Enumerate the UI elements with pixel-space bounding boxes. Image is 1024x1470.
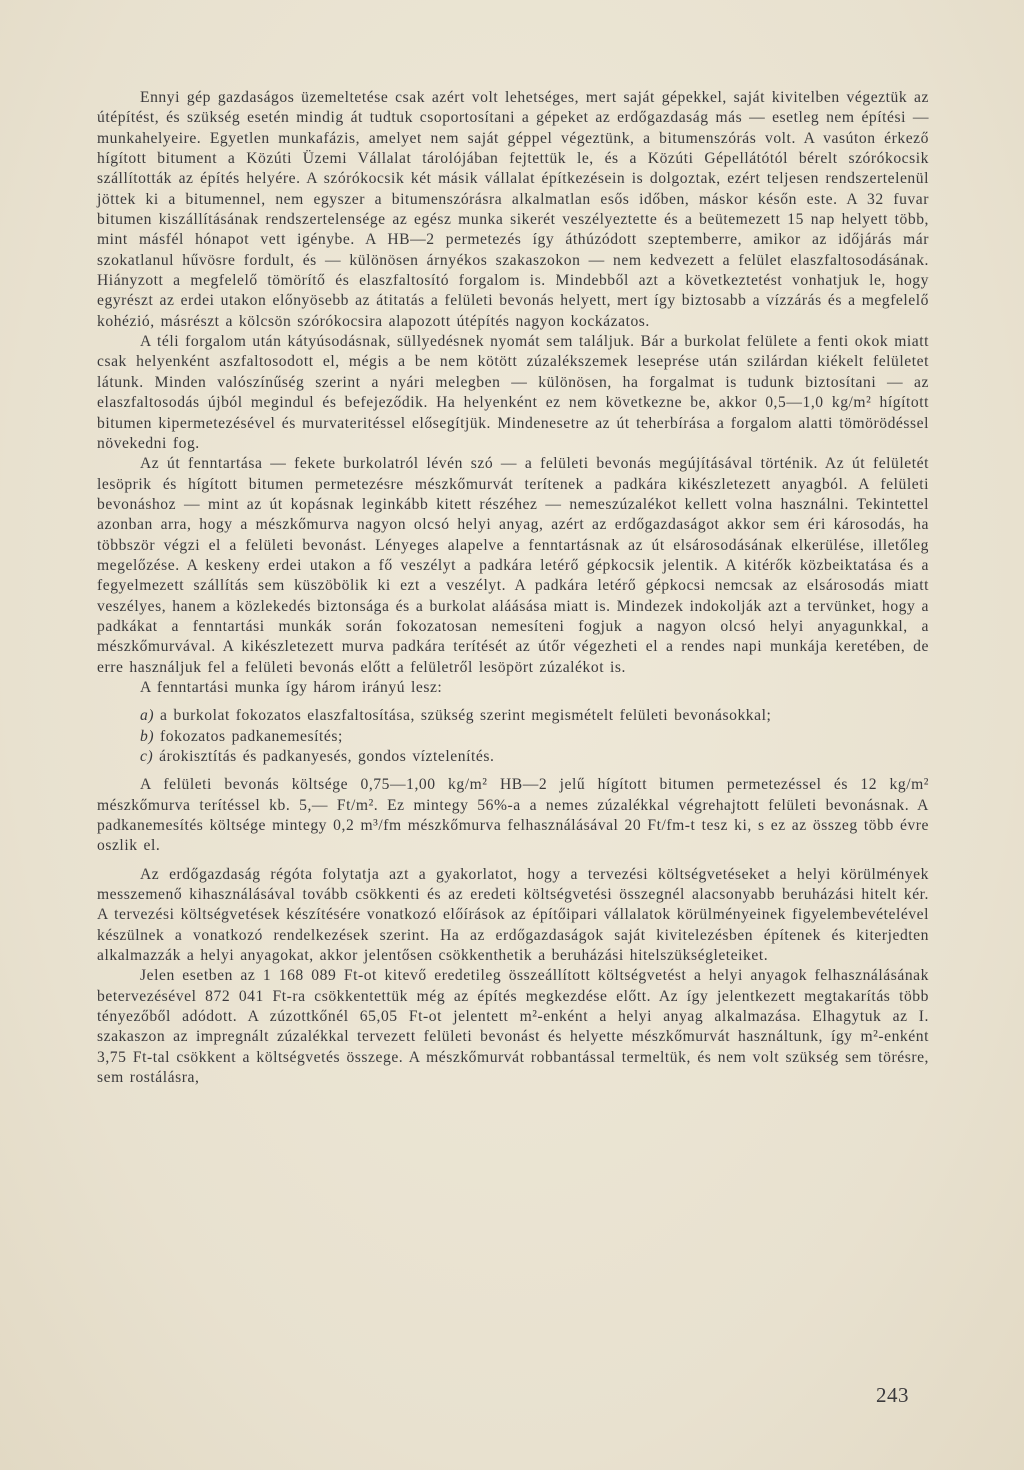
list-item (97, 706, 929, 726)
list-item-text: fokozatos padkanemesítés; (160, 727, 343, 745)
paragraph: Az erdőgazdaság régóta folytatja azt a gyakorlatot, hogy a tervezési költségvetéseket a helyi körülmények messzemenő kihasználásával tovább csökkenti és az eredeti költségvetési összegnél alacsonyabb beruházási hitelt kér. A tervezési költségvetések készítésére vonatkozó előírások az építőipari vállalatok körülményeinek figyelembevételével készülnek a vonatkozó rendelkezések szerint. Ha az erdőgazdaságok saját kivitelezésben építenek és kiterjedten alkalmazzák a helyi anyagokat, akkor jelentősen csökkenthetik a beruházási hitelszükségleteiket. (97, 865, 929, 965)
paragraph: A felületi bevonás költsége 0,75—1,00 kg/m² HB—2 jelű hígított bitumen permetezéssel és 12 kg/m² mészkőmurva terítéssel kb. 5,— Ft/m². Ez mintegy 56%-a a nemes zúzalékkal végrehajtott felületi bevonásnak. A padkanemesítés költsége mintegy 0,2 m³/fm mészkőmurva felhasználásával 20 Ft/fm-t tesz ki, s ez az összeg több évre oszlik el. (97, 776, 929, 855)
list-marker: b) (140, 727, 155, 745)
paragraph: Jelen esetben az 1 168 089 Ft-ot kitevő eredetileg összeállított költségvetést a helyi anyagok felhasználásának betervezésével 872 041 Ft-ra csökkentettük még az építés megkezdése előtt. Az így jelentkezett megtakarítás több tényezőből adódott. A zúzottkőnél 65,05 Ft-ot jelentett m²-enként a helyi anyag alkalmazása. Elhagytuk az I. szakaszon az impregnált zúzalékkal tervezett felületi bevonást és helyette mészkőmurvát használtunk, így m²-enként 3,75 Ft-tal csökkent a költségvetés összege. A mészkőmurvát robbantással termeltük, és nem volt szükség sem törésre, sem rostálásra, (97, 967, 929, 1087)
list-item (97, 727, 929, 747)
body-text (97, 88, 929, 1089)
spacer (97, 698, 929, 706)
paragraph: Az út fenntartása — fekete burkolatról lévén szó — a felületi bevonás megújításával történik. Az út felületét lesöprik és hígított bitumen permetezésre mészkőmurvát terítenek a padkára kikészletezett anyagból. A felületi bevonáshoz — mint az út kopásnak leginkább kitett részéhez — nemeszúzalékot kellett volna használni. Tekintettel azonban arra, hogy a mészkőmurva nagyon olcsó helyi anyag, azért az erdőgazdaságot akkor sem éri károsodás, ha többször végzi el a felületi bevonást. Lényeges alapelve a fenntartásnak az út elsárosodásának elkerülése, illetőleg megelőzése. A keskeny erdei utakon a fő veszélyt a padkára letérő gépkocsik jelentik. A kitérők közbeiktatása és a fegyelmezett szállítás sem küszöbölik ki ezt a veszélyt. A padkára letérő gépkocsi nemcsak az elsárosodás miatt veszélyes, hanem a közlekedés biztonsága és a burkolat aláásása miatt is. Mindezek indokolják azt a tervünket, hogy a padkákat a fenntartási munkák során fokozatosan nemesíteni fogjuk a nagyon olcsó helyi anyagunkkal, a mészkőmurvával. A kikészletezett murva padkára terítését az útőr végezheti el a rendes napi munkája keretében, de erre használjuk fel a felületi bevonás előtt a felületről lesöpört zúzalékot is. (97, 455, 929, 676)
paragraph: A téli forgalom után kátyúsodásnak, süllyedésnek nyomát sem találjuk. Bár a burkolat felülete a fenti okok miatt csak helyenként aszfaltosodott el, mégis a be nem kötött zúzalékszemek leseprése után szilárdan kiékelt felületet látunk. Minden valószínűség szerint a nyári melegben — különösen, ha forgalmat is tudunk biztosítani — az elaszfaltosodás újból megindul és befejeződik. Ha helyenként ez nem következne be, akkor 0,5—1,0 kg/m² hígított bitumen kipermetezésével és murvateritéssel elősegítjük. Mindenesetre az út teherbírása a forgalom alatti tömörödéssel növekedni fog. (97, 333, 929, 452)
page-number: 243 (876, 1383, 909, 1407)
paragraph: Ennyi gép gazdaságos üzemeltetése csak azért volt lehetséges, mert saját gépekkel, saját kivitelben végeztük az útépítést, és szükség esetén mindig át tudtuk csoportosítani a gépeket az erdőgazdaság más — esetleg nem építési — munkahelyeire. Egyetlen munkafázis, amelyet nem saját géppel végeztünk, a bitumenszórás volt. A vasúton érkező hígított bitument a Közúti Üzemi Vállalat tárolójában fejtettük le, és a Közúti Gépellátótól bérelt szórókocsik szállították az építés helyére. A szórókocsik két másik vállalat építkezésein is dolgoztak, ezért teljesen rendszertelenül jöttek ki a bitumennel, nem egyszer a bitumenszórásra alkalmatlan esős időben, máskor későn este. A 32 fuvar bitumen kiszállításának rendszertelensége az egész munka sikerét veszélyeztette és a beütemezett 15 nap helyett több, mint másfél hónapot vett igénybe. A HB—2 permetezés így áthúzódott szeptemberre, amikor az időjárás már szokatlanul hűvösre fordult, és — különösen árnyékos szakaszokon — nem kedvezett a felület elaszfaltosodásának. Hiányzott a megfelelő tömörítő és elaszfaltosító forgalom is. Mindebből azt a következtetést vonhatjuk le, hogy egyrészt az erdei utakon előnyösebb az átitatás a felületi bevonás helyett, mert így biztosabb a vízzárás és a megfelelő kohézió, másrészt a kölcsön szórókocsira alapozott útépítés nagyon kockázatos. (97, 89, 929, 330)
list-item (97, 747, 929, 767)
list-marker: c) (140, 748, 154, 765)
list-item-text: árokisztítás és padkanyesés, gondos víztelenítés. (159, 748, 495, 765)
list-item-text: a burkolat fokozatos elaszfaltosítása, szükség szerint megismételt felületi bevonásokkal; (160, 707, 772, 725)
spacer (97, 857, 929, 865)
list-marker: a) (140, 707, 155, 725)
paragraph: A fenntartási munka így három irányú lesz: (140, 678, 443, 696)
spacer (97, 767, 929, 775)
